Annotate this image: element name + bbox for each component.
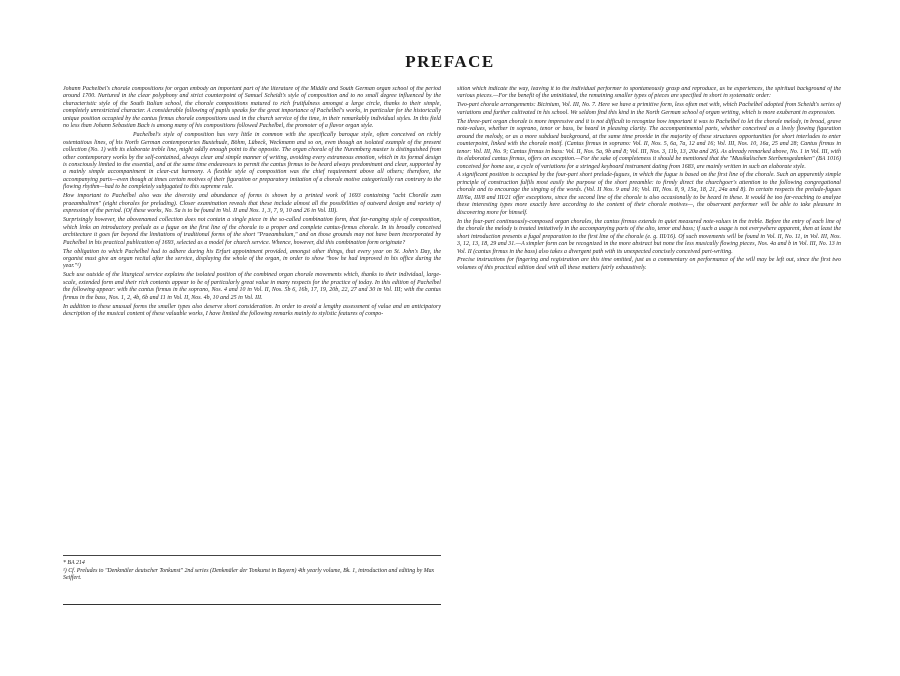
- footnotes: [63, 560, 441, 583]
- paragraph: The three-part organ chorale is more impressive and it is not difficult to recognize how important it was to Pachelbel to let the chorale melody, in broad, grave note-values, whether in soprano, tenor or bass, be heard in pleasing clarity. The accompanimental parts, whether conceived as a lively flowing figuration around the melody, or as a more subdued background, at the same time provide in the majority of these structures opportunities for short interludes to enter counterpoint, linked with the chorale motif. (Cantus firmus in soprano: Vol. II, Nos. 5, 6a, 7a, 12 and 16; Vol. III, Nos. 10, 16a, 25 and 28; Cantus firmus in tenor: Vol. III, No. 9; Cantus firmus in bass: Vol. II, Nos. 5a, 9b and 8; Vol. III, Nos. 3, 11b, 13, 20a and 26). As already remarked above, No. 1 in Vol. III, with its elaborated cantus firmus, offers an exception.—For the sake of completeness it should be mentioned that the "Musikalischen Sterbensgedanken" (BA 1016) conceived for home use, a cycle of variations for a stringed keyboard instrument dating from 1683, are mainly written in such an elaborate style.: [457, 118, 841, 170]
- paragraph: Pachelbel's style of composition has very little in common with the specifically baroque style, often conceived on richly ostentatious lines, of his North German contemporaries Buxtehude, Böhm, Lübeck, Weckmann and so on, even though an isolated example of the present collection (No. 1) with its elaborate treble line, might oddly enough point to the opposite. The organ chorale of the Nuremberg master is distinguished from other contemporary works by the self-contained, always clear and simple manner of writing, avoiding every extraneous emotion, which in its formal design is consciously limited to the essential, and at the same time endeavours to permit the cantus firmus to be heard always predominant and clear, supported by a mainly simple accompaniment in clear-cut harmony. A flexible style of composition was the chief requirement above all others; therefore, the accompanying parts—even though at times certain motives of their figuration or preparatory imitation of a chorale motive categorically run contrary to the flowing rhythm—had to be completely subjugated to this supreme rule.: [63, 132, 441, 191]
- left-column: [63, 86, 441, 556]
- paragraph: sition which indicate the way, leaving it to the individual performer to spontaneously grasp and reproduce, as he experiences, the spiritual background of the various pieces.—For the benefit of the uninitiated, the remaining smaller types of pieces are specified in short in systematic order:: [457, 86, 841, 100]
- paragraph: How important to Pachelbel also was the diversity and abundance of forms is shown by a printed work of 1693 containing "acht Choräle zum praeambuliren" (eight chorales for preluding). Closer examination reveals that these include almost all the possibilities of outward design and variety of expression of the period. (Of these works, No. 5a is to be found in Vol. II and Nos. 1, 3, 7, 9, 10 and 26 in Vol. III).: [63, 193, 441, 215]
- paragraph: In addition to these unusual forms the smaller types also deserve short consideration. In order to avoid a lengthy assessment of value and an anticipatory description of the musical content of these valuable works, I have limited the following remarks mainly to stylistic features of compo-: [63, 303, 441, 318]
- footnote-ref: * BA 214: [63, 560, 85, 566]
- bottom-rule: [63, 604, 441, 605]
- footnote-text: ¹) Cf. Preludes to "Denkmäler deutscher Tonkunst" 2nd series (Denkmäler der Tonkunst in Bayern) 4th yearly volume, Bk. 1, introduction and editing by Max Seiffert.: [63, 567, 435, 582]
- paragraph: Johann Pachelbel's chorale compositions for organ embody an important part of the literature of the Middle and South German organ school of the period around 1700. Nurtured in the clear polyphony and strict counterpoint of Samuel Scheidt's style of composition and to no small degree influenced by the characteristic style of the South Italian school, the chorale compositions matured to rich fruitfulness amongst a large circle, thanks to their simple, completely unrestricted character. A considerable following of pupils speaks for the great importance of Pachelbel's works, in particular for the historically unique position occupied by the cantus firmus chorale compositions used in the church service of the time, in their remarkably individual styles. In this field no less than Johann Sebastian Bach is among many of his compositions followed Pachelbel, the promoter of a flavor organ style.: [63, 86, 441, 130]
- page-title: PREFACE: [405, 52, 495, 71]
- paragraph: Such use outside of the liturgical service explains the isolated position of the combined organ chorale movements which, thanks to their individual, large-scale, extended form and their rich contents appear to be of particularly great value in many respects for the practice of today. In this edition of Pachelbel the following appear: with the cantus firmus in the soprano, Nos. 4 and 10 in Vol. II, Nos. 5b 6, 16b, 17, 19, 20b, 22, 27 and 30 in Vol. III; with the cantus firmus in the bass, Nos. 1, 2, 4b, 6b and 11 in Vol. II, Nos. 4b, 10 and 25 in Vol. III.: [63, 272, 441, 301]
- paragraph: Two-part chorale arrangements: Bicinium, Vol. III, No. 7. Here we have a primitive form, less often met with, which Pachelbel adopted from Scheidt's series of variations and further cultivated in his school. We seldom find this kind in the North German school of organ writing, which is more exuberant in expression.: [457, 102, 841, 116]
- paragraph: In the four-part continuously-composed organ chorales, the cantus firmus extends in quiet measured note-values in the treble. Before the entry of each line of the chorale the melody is treated imitatively in the accompanying parts of the alto, tenor and bass; if such a usage is not everywhere apparent, then at least the short introduction presents a fugal preparation to the first line of the chorale (e. g. III/16). Of such movements will be found in Vol. II, No. 11, in Vol. III, Nos. 3, 12, 13, 18, 29 and 31.—A simpler form can be recognized in the more abstract but none the less musically flowing pieces, Nos. 4a and b in Vol. III, No. 13 in Vol. II (cantus firmus in the bass) also takes a divergent path with its unexpected concisely conceived part-writing.: [457, 218, 841, 255]
- paragraph: Precise instructions for fingering and registration are this time omitted, just as a commentary on performance of the will may be left out, since the first two volumes of this practical edition deal with all these matters fairly exhaustively.: [457, 257, 841, 271]
- paragraph: The obligation to which Pachelbel had to adhere during his Erfurt appointment provided, amongst other things, that every year on St. John's Day, the organist must give an organ recital after the service, displaying the whole of the organ, in order to show "how he had improved in his office during the year."¹): [63, 248, 441, 270]
- paragraph: A significant position is occupied by the four-part short prelude-fugues, in which the fugue is based on the first line of the chorale. Such an apparently simple principle of construction fulfils most easily the purpose of the short preamble: to firmly direct the churchgoer's attention to the following congregational chorale and to encourage the singing of the words. (Vol. II Nos. 9 and 16; Vol. III, Nos. 8, 9, 15a, 18, 21, 24a and 8). In certain respects the prelude-fugues III/6a, III/8 and III/21 offer exceptions, since the second line of the chorale is also occasionally to be heard in these. It would be too far-reaching to analyze these interesting types more exactly here according to the content of their chorale motives—, the observant performer will be able to take pleasure in discovering more for himself.: [457, 172, 841, 216]
- right-column: [457, 86, 841, 486]
- footnote-divider: [63, 555, 441, 556]
- paragraph: Surprisingly however, the abovenamed collection does not contain a single piece in the so-called combination form, that far-ranging style of composition, which links an introductory prelude as a fugue on the first line of the chorale to a proper and complete cantus-firmus chorale. In its broadly conceived architecture it goes far beyond the limitations of traditional forms of the short "Praeambulum," and on those grounds may not have been incorporated by Pachelbel in his practical publication of 1693, selected as a model for church service. Whence, however, did this combination form originate?: [63, 217, 441, 246]
